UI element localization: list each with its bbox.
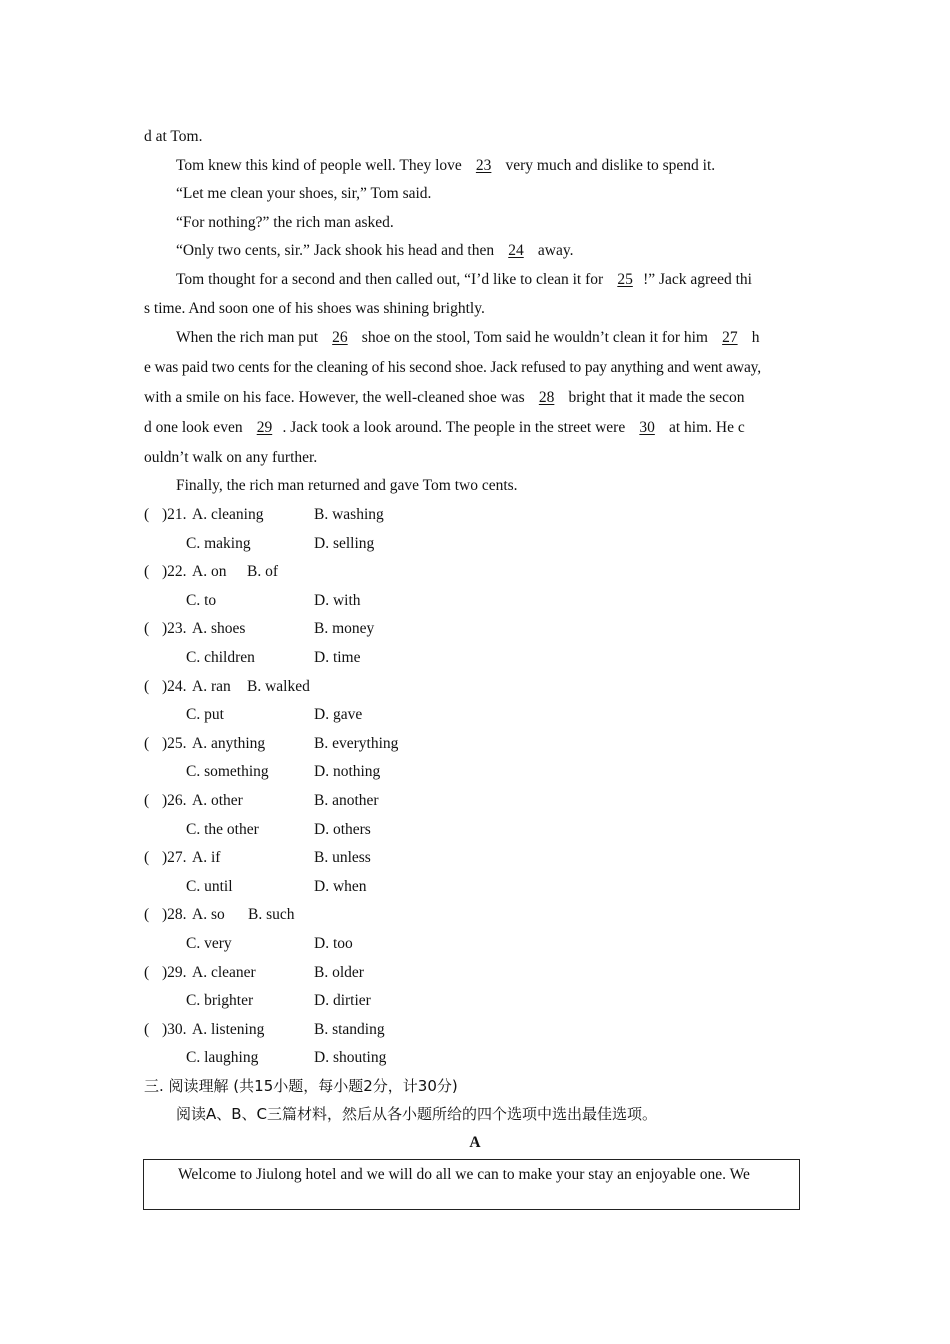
passage-line	[176, 476, 518, 496]
passage-line	[176, 156, 715, 176]
passage-line	[176, 270, 752, 290]
passage-text: s time. And soon one of his shoes was shining brightly.	[144, 300, 485, 317]
option-c: C. very	[186, 935, 232, 952]
reading-box	[143, 1159, 800, 1210]
blank-23: 23	[475, 157, 492, 174]
passage-text: away.	[534, 242, 574, 259]
blank-26: 26	[332, 329, 348, 346]
passage-text: Tom thought for a second and then called out, “I’d like to clean it for	[176, 271, 608, 288]
option-d: D. others	[314, 820, 371, 838]
passage-text: Tom knew this kind of people well. They love	[176, 157, 466, 174]
answer-paren[interactable]: (	[144, 906, 150, 924]
option-b: B. walked	[247, 677, 310, 695]
option-b: B. standing	[314, 1020, 385, 1038]
passage-line	[176, 241, 573, 261]
option-c: C. making	[186, 534, 251, 552]
passage-text: shoe on the stool, Tom said he wouldn’t clean it for him	[357, 329, 712, 346]
option-b: B. such	[248, 906, 295, 924]
answer-paren[interactable]: (	[144, 849, 150, 867]
option-c: C. children	[186, 649, 255, 666]
answer-paren[interactable]: (	[144, 963, 150, 981]
passage-line	[176, 213, 394, 233]
passage-text: with a smile on his face. However, the well-cleaned shoe was	[144, 389, 529, 406]
option-d: D. selling	[314, 534, 375, 552]
option-a: A. if	[192, 849, 221, 867]
option-b: B. unless	[314, 849, 371, 867]
passage-text: h	[747, 329, 760, 346]
option-c: C. laughing	[186, 1049, 259, 1067]
option-d: D. shouting	[314, 1049, 387, 1067]
passage-text: ouldn’t walk on any further.	[144, 449, 318, 466]
passage-text: very much and dislike to spend it.	[501, 157, 716, 174]
option-c: C. something	[186, 763, 269, 781]
option-d: D. dirtier	[314, 992, 371, 1010]
blank-28: 28	[538, 389, 555, 406]
option-d: D. time	[314, 649, 361, 666]
option-d: D. too	[314, 935, 353, 952]
question-number: )21.	[162, 506, 187, 523]
option-b: B. another	[314, 792, 379, 809]
passage-line	[176, 328, 759, 348]
passage-line	[144, 388, 745, 408]
passage-text: “Only two cents, sir.” Jack shook his head and then	[176, 242, 498, 259]
option-b: B. of	[247, 563, 278, 581]
option-a: A. listening	[192, 1020, 265, 1038]
question-number: )30.	[162, 1020, 187, 1038]
option-b: B. washing	[314, 506, 384, 523]
option-d: D. nothing	[314, 763, 381, 781]
answer-paren[interactable]: (	[144, 677, 150, 695]
question-number: )26.	[162, 792, 187, 809]
option-a: A. cleaning	[192, 506, 264, 523]
passage-line	[144, 299, 485, 319]
blank-25: 25	[617, 271, 633, 288]
question-number: )28.	[162, 906, 187, 924]
instruction-text: 阅读A、B、C三篇材料，然后从各小题所给的四个选项中选出最佳选项。	[176, 1105, 658, 1123]
section-instruction	[176, 1104, 657, 1124]
question-number: )22.	[162, 563, 187, 581]
passage-text: at him. He c	[665, 419, 745, 436]
reading-box-text: Welcome to Jiulong hotel and we will do all we can to make your stay an enjoyable one. We	[178, 1166, 750, 1183]
answer-paren[interactable]: (	[144, 620, 150, 638]
question-number: )27.	[162, 849, 187, 867]
blank-30: 30	[639, 419, 655, 436]
answer-paren[interactable]: (	[144, 506, 150, 523]
option-a: A. anything	[192, 734, 266, 752]
question-number: )29.	[162, 963, 187, 981]
question-number: )23.	[162, 620, 187, 638]
option-a: A. cleaner	[192, 963, 256, 981]
passage-line	[144, 418, 745, 438]
passage-line	[144, 127, 202, 147]
option-c: C. until	[186, 877, 233, 895]
option-b: B. everything	[314, 734, 399, 752]
question-number: )25.	[162, 734, 187, 752]
option-c: C. to	[186, 591, 217, 609]
passage-text: !” Jack agreed thi	[643, 271, 752, 288]
option-b: B. money	[314, 620, 375, 638]
option-d: D. with	[314, 591, 361, 609]
passage-text: d at Tom.	[144, 128, 203, 145]
option-a: A. on	[192, 563, 227, 581]
option-a: A. so	[192, 906, 225, 924]
option-c: C. brighter	[186, 992, 254, 1010]
passage-text: Finally, the rich man returned and gave Tom two cents.	[176, 477, 518, 494]
option-a: A. other	[192, 792, 243, 809]
option-b: B. older	[314, 963, 364, 981]
passage-line	[144, 448, 317, 468]
passage-text: “Let me clean your shoes, sir,” Tom said.	[176, 185, 432, 202]
passage-text: . Jack took a look around. The people in the street were	[282, 419, 630, 436]
option-c: C. the other	[186, 820, 259, 838]
passage-text: “For nothing?” the rich man asked.	[176, 214, 394, 231]
option-d: D. gave	[314, 706, 363, 724]
option-a: A. ran	[192, 677, 231, 695]
option-a: A. shoes	[192, 620, 246, 638]
blank-27: 27	[722, 329, 738, 346]
passage-line	[176, 184, 431, 204]
blank-24: 24	[508, 242, 524, 259]
passage-text: d one look even	[144, 419, 247, 436]
answer-paren[interactable]: (	[144, 563, 150, 581]
option-d: D. when	[314, 877, 367, 895]
question-number: )24.	[162, 677, 187, 695]
passage-line	[144, 358, 761, 378]
blank-29: 29	[256, 419, 273, 436]
passage-text: e was paid two cents for the cleaning of his second shoe. Jack refused to pay anything and went away,	[144, 359, 761, 376]
answer-paren[interactable]: (	[144, 1020, 150, 1038]
section-heading-text: 三. 阅读理解 (共15小题，每小题2分，计30分)	[144, 1077, 458, 1095]
passage-text: bright that it made the secon	[564, 389, 745, 406]
answer-paren[interactable]: (	[144, 734, 150, 752]
part-title: A	[469, 1134, 481, 1151]
option-c: C. put	[186, 706, 224, 724]
answer-paren[interactable]: (	[144, 792, 150, 809]
section-heading	[144, 1076, 458, 1096]
passage-text: When the rich man put	[176, 329, 322, 346]
